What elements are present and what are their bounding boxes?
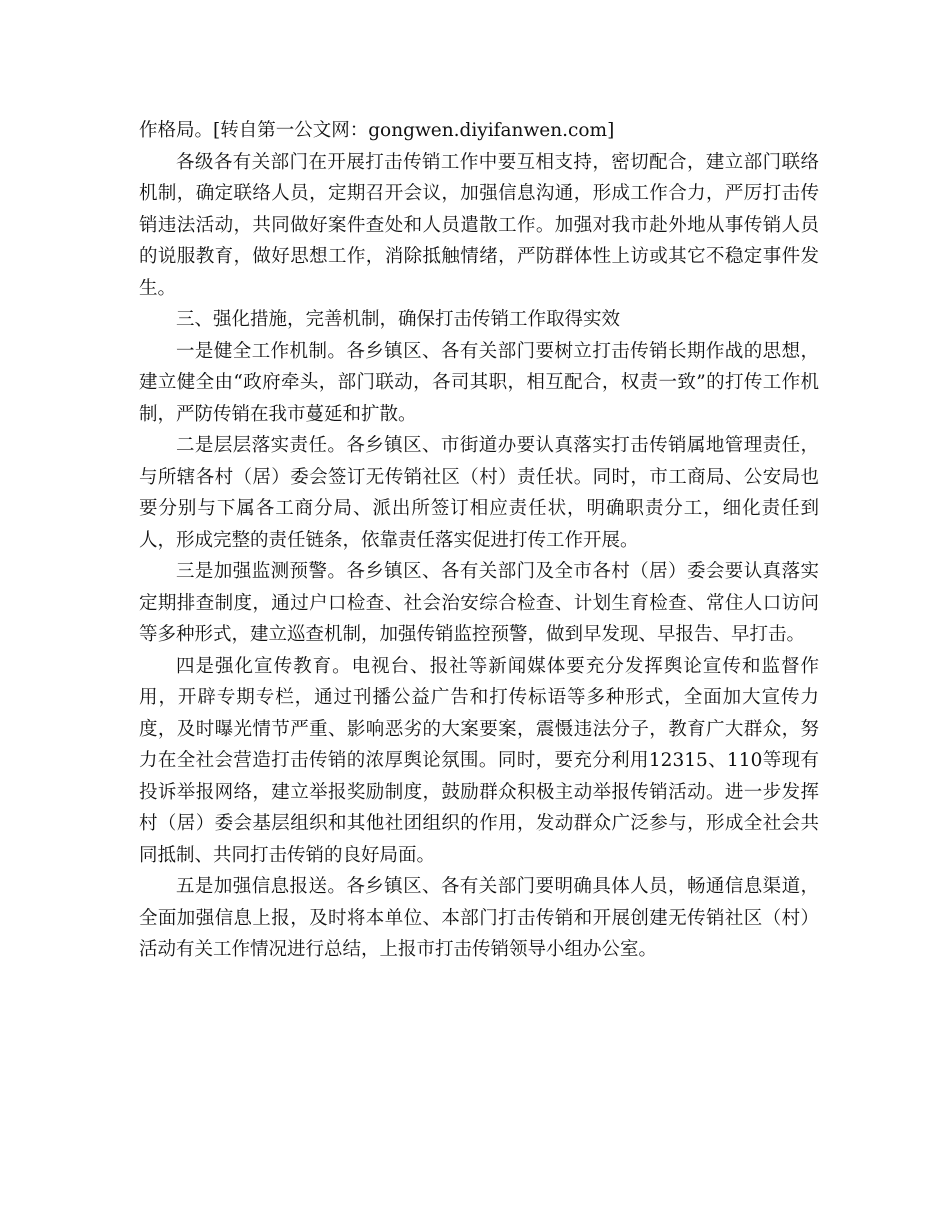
paragraph-responsibility: 二是层层落实责任。各乡镇区、市街道办要认真落实打击传销属地管理责任，与所辖各村（居）委会签订无传销社区（村）责任状。同时，市工商局、公安局也要分别与下属各工商分局、派出所签订相应责任状，明确职责分工，细化责任到人，形成完整的责任链条，依靠责任落实促进打传工作开展。 [139, 435, 819, 551]
paragraph-reporting: 五是加强信息报送。各乡镇区、各有关部门要明确具体人员，畅通信息渠道，全面加强信息上报，及时将本单位、本部门打击传销和开展创建无传销社区（村）活动有关工作情况进行总结，上报市打击传销领导小组办公室。 [139, 876, 819, 960]
paragraph-monitoring: 三是加强监测预警。各乡镇区、各有关部门及全市各村（居）委会要认真落实定期排查制度，通过户口检查、社会治安综合检查、计划生育检查、常住人口访问等多种形式，建立巡查机制，加强传销监控预警，做到早发现、早报告、早打击。 [139, 561, 819, 645]
paragraph-coordination: 各级各有关部门在开展打击传销工作中要互相支持，密切配合，建立部门联络机制，确定联络人员，定期召开会议，加强信息沟通，形成工作合力，严厉打击传销违法活动，共同做好案件查处和人员遣散工作。加强对我市赴外地从事传销人员的说服教育，做好思想工作，消除抵触情绪，严防群体性上访或其它不稳定事件发生。 [139, 151, 819, 299]
document-body [139, 115, 819, 966]
paragraph-continuation: 作格局。[转自第一公文网：gongwen.diyifanwen.com] [139, 120, 615, 141]
section-heading-three: 三、强化措施，完善机制，确保打击传销工作取得实效 [176, 309, 621, 330]
paragraph-publicity: 四是强化宣传教育。电视台、报社等新闻媒体要充分发挥舆论宣传和监督作用，开辟专期专栏，通过刊播公益广告和打传标语等多种形式，全面加大宣传力度，及时曝光情节严重、影响恶劣的大案要案，震慑违法分子，教育广大群众，努力在全社会营造打击传销的浓厚舆论氛围。同时，要充分利用12315、110等现有投诉举报网络，建立举报奖励制度，鼓励群众积极主动举报传销活动。进一步发挥村（居）委会基层组织和其他社团组织的作用，发动群众广泛参与，形成全社会共同抵制、共同打击传销的良好局面。 [139, 655, 819, 866]
paragraph-mechanism: 一是健全工作机制。各乡镇区、各有关部门要树立打击传销长期作战的思想，建立健全由“政府牵头，部门联动，各司其职，相互配合，权责一致”的打传工作机制，严防传销在我市蔓延和扩散。 [139, 340, 819, 425]
